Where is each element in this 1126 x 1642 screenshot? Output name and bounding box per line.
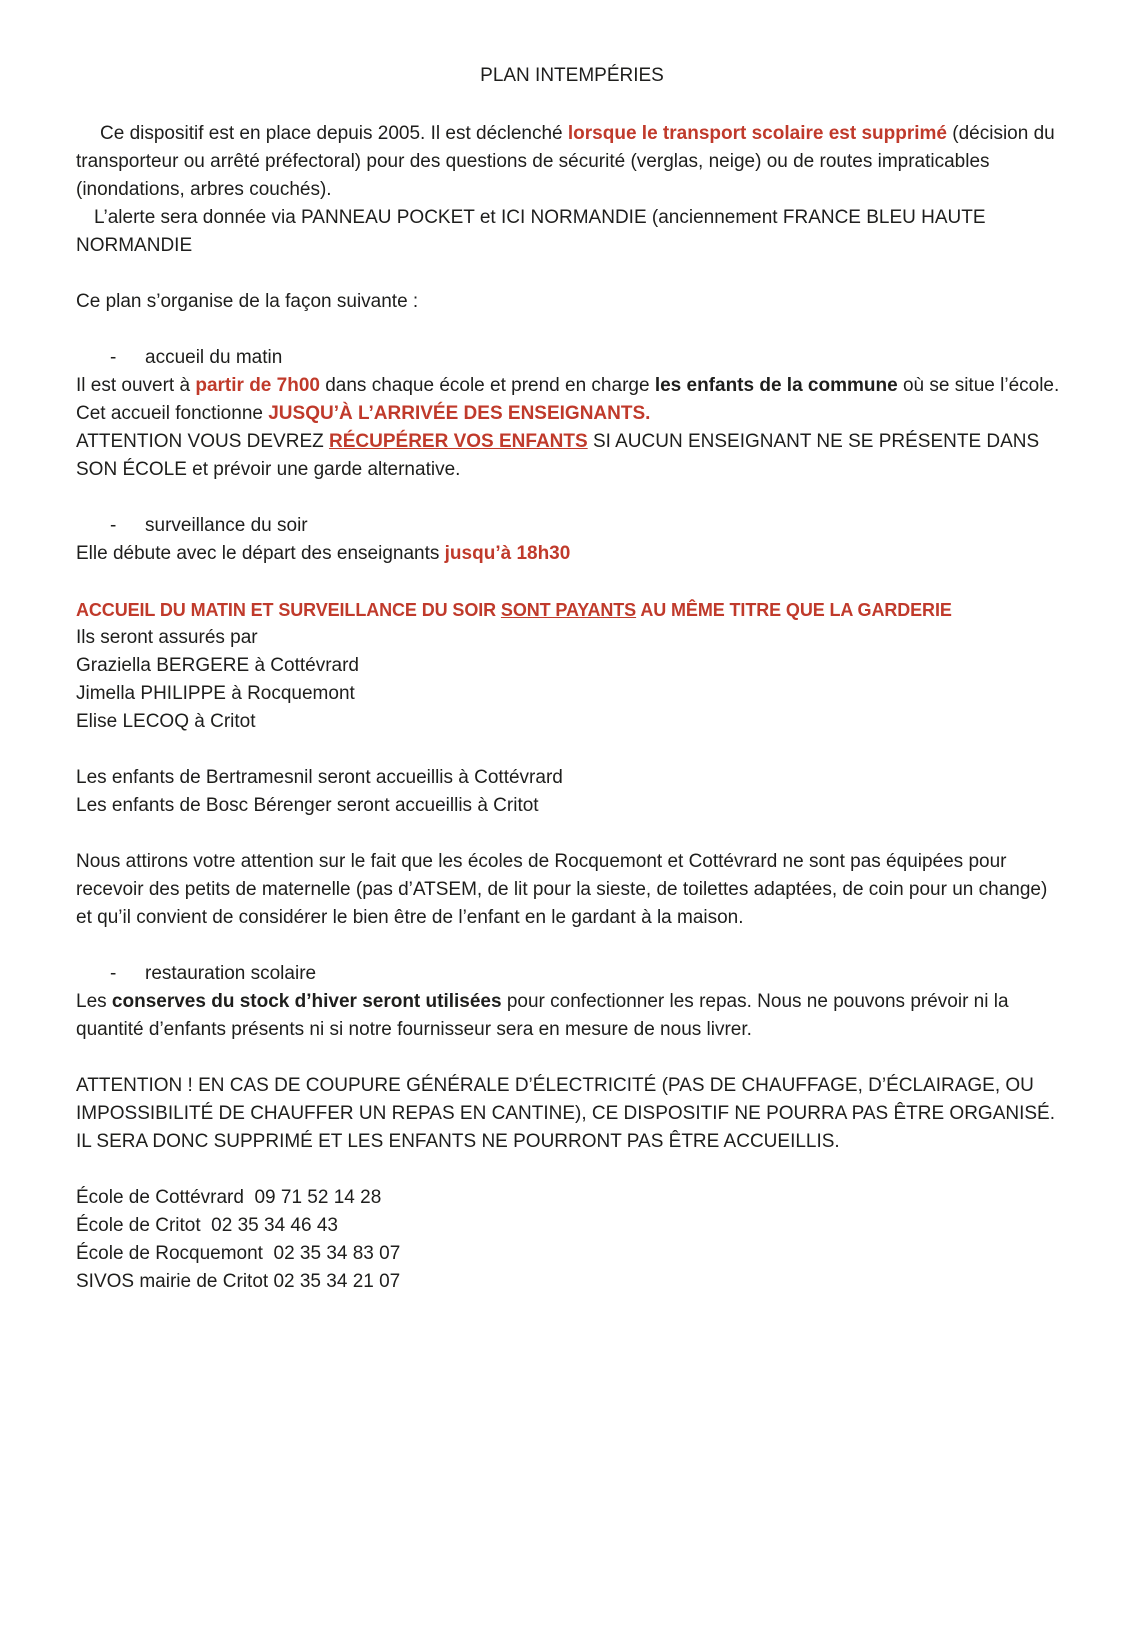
highlight-recuperer-enfants: RÉCUPÉRER VOS ENFANTS <box>329 431 588 452</box>
heading-run: ACCUEIL DU MATIN ET SURVEILLANCE DU SOIR <box>76 600 501 620</box>
highlight-jusqua-18h30: jusqu’à 18h30 <box>444 543 571 564</box>
nursery-note-paragraph: Nous attirons votre attention sur le fait que les écoles de Rocquemont et Cottévrard ne sont pas équipées pour recevoir des petits de maternelle (pas d’ATSEM, de lit pour la sieste, de toilettes adaptées, de coin pour un change) et qu’il convient de considérer le bien être de l’enfant en le gardant à la maison. <box>76 851 1048 928</box>
text-run: dans chaque école et prend en charge <box>319 375 655 396</box>
text-run: pour confectionner les repas. Nous ne pouvons prévoir ni la quantité d’enfants présents ni si notre fournisseur sera en mesure de nous livrer. <box>76 991 1009 1040</box>
evening-paragraph <box>76 540 1068 568</box>
bold-conserves-stock: conserves du stock d’hiver seront utilisées <box>111 991 502 1012</box>
text-run: où se situe l’école. <box>897 375 1060 396</box>
document-title: PLAN INTEMPÉRIES <box>480 65 664 86</box>
highlight-partir-7h00: partir de 7h00 <box>195 375 320 396</box>
text-run: (décision du transporteur ou arrêté préfectoral) pour des questions de sécurité (verglas, neige) ou de routes impraticables (inondations, arbres couchés). <box>76 123 1055 200</box>
bullet-surveillance-du-soir <box>76 512 1068 540</box>
bold-enfants-commune: les enfants de la commune <box>654 375 898 396</box>
contact-line-sivos: SIVOS mairie de Critot 02 35 34 21 07 <box>76 1271 401 1292</box>
intro-paragraph <box>76 120 1068 204</box>
bullet-dash: - <box>110 515 117 536</box>
bullet-label: accueil du matin <box>145 347 283 368</box>
text-run: Ce dispositif est en place depuis 2005. Il est déclenché <box>100 123 568 144</box>
staff-line-cottevrard: Graziella BERGERE à Cottévrard <box>76 655 359 676</box>
text-run: ATTENTION VOUS DEVREZ <box>76 431 330 452</box>
bullet-dash: - <box>110 963 117 984</box>
bullet-label: surveillance du soir <box>145 515 308 536</box>
text-run: SI AUCUN ENSEIGNANT NE SE PRÉSENTE DANS SON ÉCOLE et prévoir une garde alternative. <box>76 431 1040 480</box>
text-run: Elle débute avec le départ des enseignants <box>76 543 445 564</box>
morning-warning-paragraph <box>76 428 1068 484</box>
heading-run: AU MÊME TITRE QUE LA GARDERIE <box>636 600 952 620</box>
text-run: Les <box>76 991 112 1012</box>
highlight-transport-supprime: lorsque le transport scolaire est supprimé <box>567 123 947 144</box>
transfer-line-bertramesnil: Les enfants de Bertramesnil seront accueillis à Cottévrard <box>76 767 563 788</box>
staff-line-rocquemont: Jimella PHILIPPE à Rocquemont <box>76 683 355 704</box>
catering-paragraph <box>76 988 1068 1044</box>
plan-intro-line: Ce plan s’organise de la façon suivante : <box>76 291 419 312</box>
highlight-sont-payants: SONT PAYANTS <box>500 600 637 620</box>
text-run: Il est ouvert à <box>76 375 196 396</box>
transfer-line-bosc-berenger: Les enfants de Bosc Bérenger seront accueillis à Critot <box>76 795 539 816</box>
bullet-restauration-scolaire <box>76 960 1068 988</box>
payment-heading <box>76 596 1068 624</box>
bullet-accueil-du-matin <box>76 344 1068 372</box>
morning-opening-paragraph <box>76 372 1068 400</box>
text-run: Cet accueil fonctionne <box>76 403 269 424</box>
power-warning-paragraph: ATTENTION ! EN CAS DE COUPURE GÉNÉRALE D’ÉLECTRICITÉ (PAS DE CHAUFFAGE, D’ÉCLAIRAGE, OU IMPOSSIBILITÉ DE CHAUFFER UN REPAS EN CANTINE), CE DISPOSITIF NE POURRA PAS ÊTRE ORGANISÉ. IL SERA DONC SUPPRIMÉ ET LES ENFANTS NE POURRONT PAS ÊTRE ACCUEILLIS. <box>76 1075 1056 1152</box>
staff-line-critot: Elise LECOQ à Critot <box>76 711 256 732</box>
bullet-dash: - <box>110 347 117 368</box>
highlight-jusqua-arrivee: JUSQU’À L’ARRIVÉE DES ENSEIGNANTS. <box>268 403 651 424</box>
alert-source-paragraph: L’alerte sera donnée via PANNEAU POCKET et ICI NORMANDIE (anciennement FRANCE BLEU HAUTE NORMANDIE <box>76 207 986 256</box>
contact-line-critot: École de Critot 02 35 34 46 43 <box>76 1215 338 1236</box>
contact-line-cottevrard: École de Cottévrard 09 71 52 14 28 <box>76 1187 382 1208</box>
staff-intro-line: Ils seront assurés par <box>76 627 258 648</box>
contact-line-rocquemont: École de Rocquemont 02 35 34 83 07 <box>76 1243 401 1264</box>
morning-hours-paragraph <box>76 400 1068 428</box>
bullet-label: restauration scolaire <box>145 963 317 984</box>
